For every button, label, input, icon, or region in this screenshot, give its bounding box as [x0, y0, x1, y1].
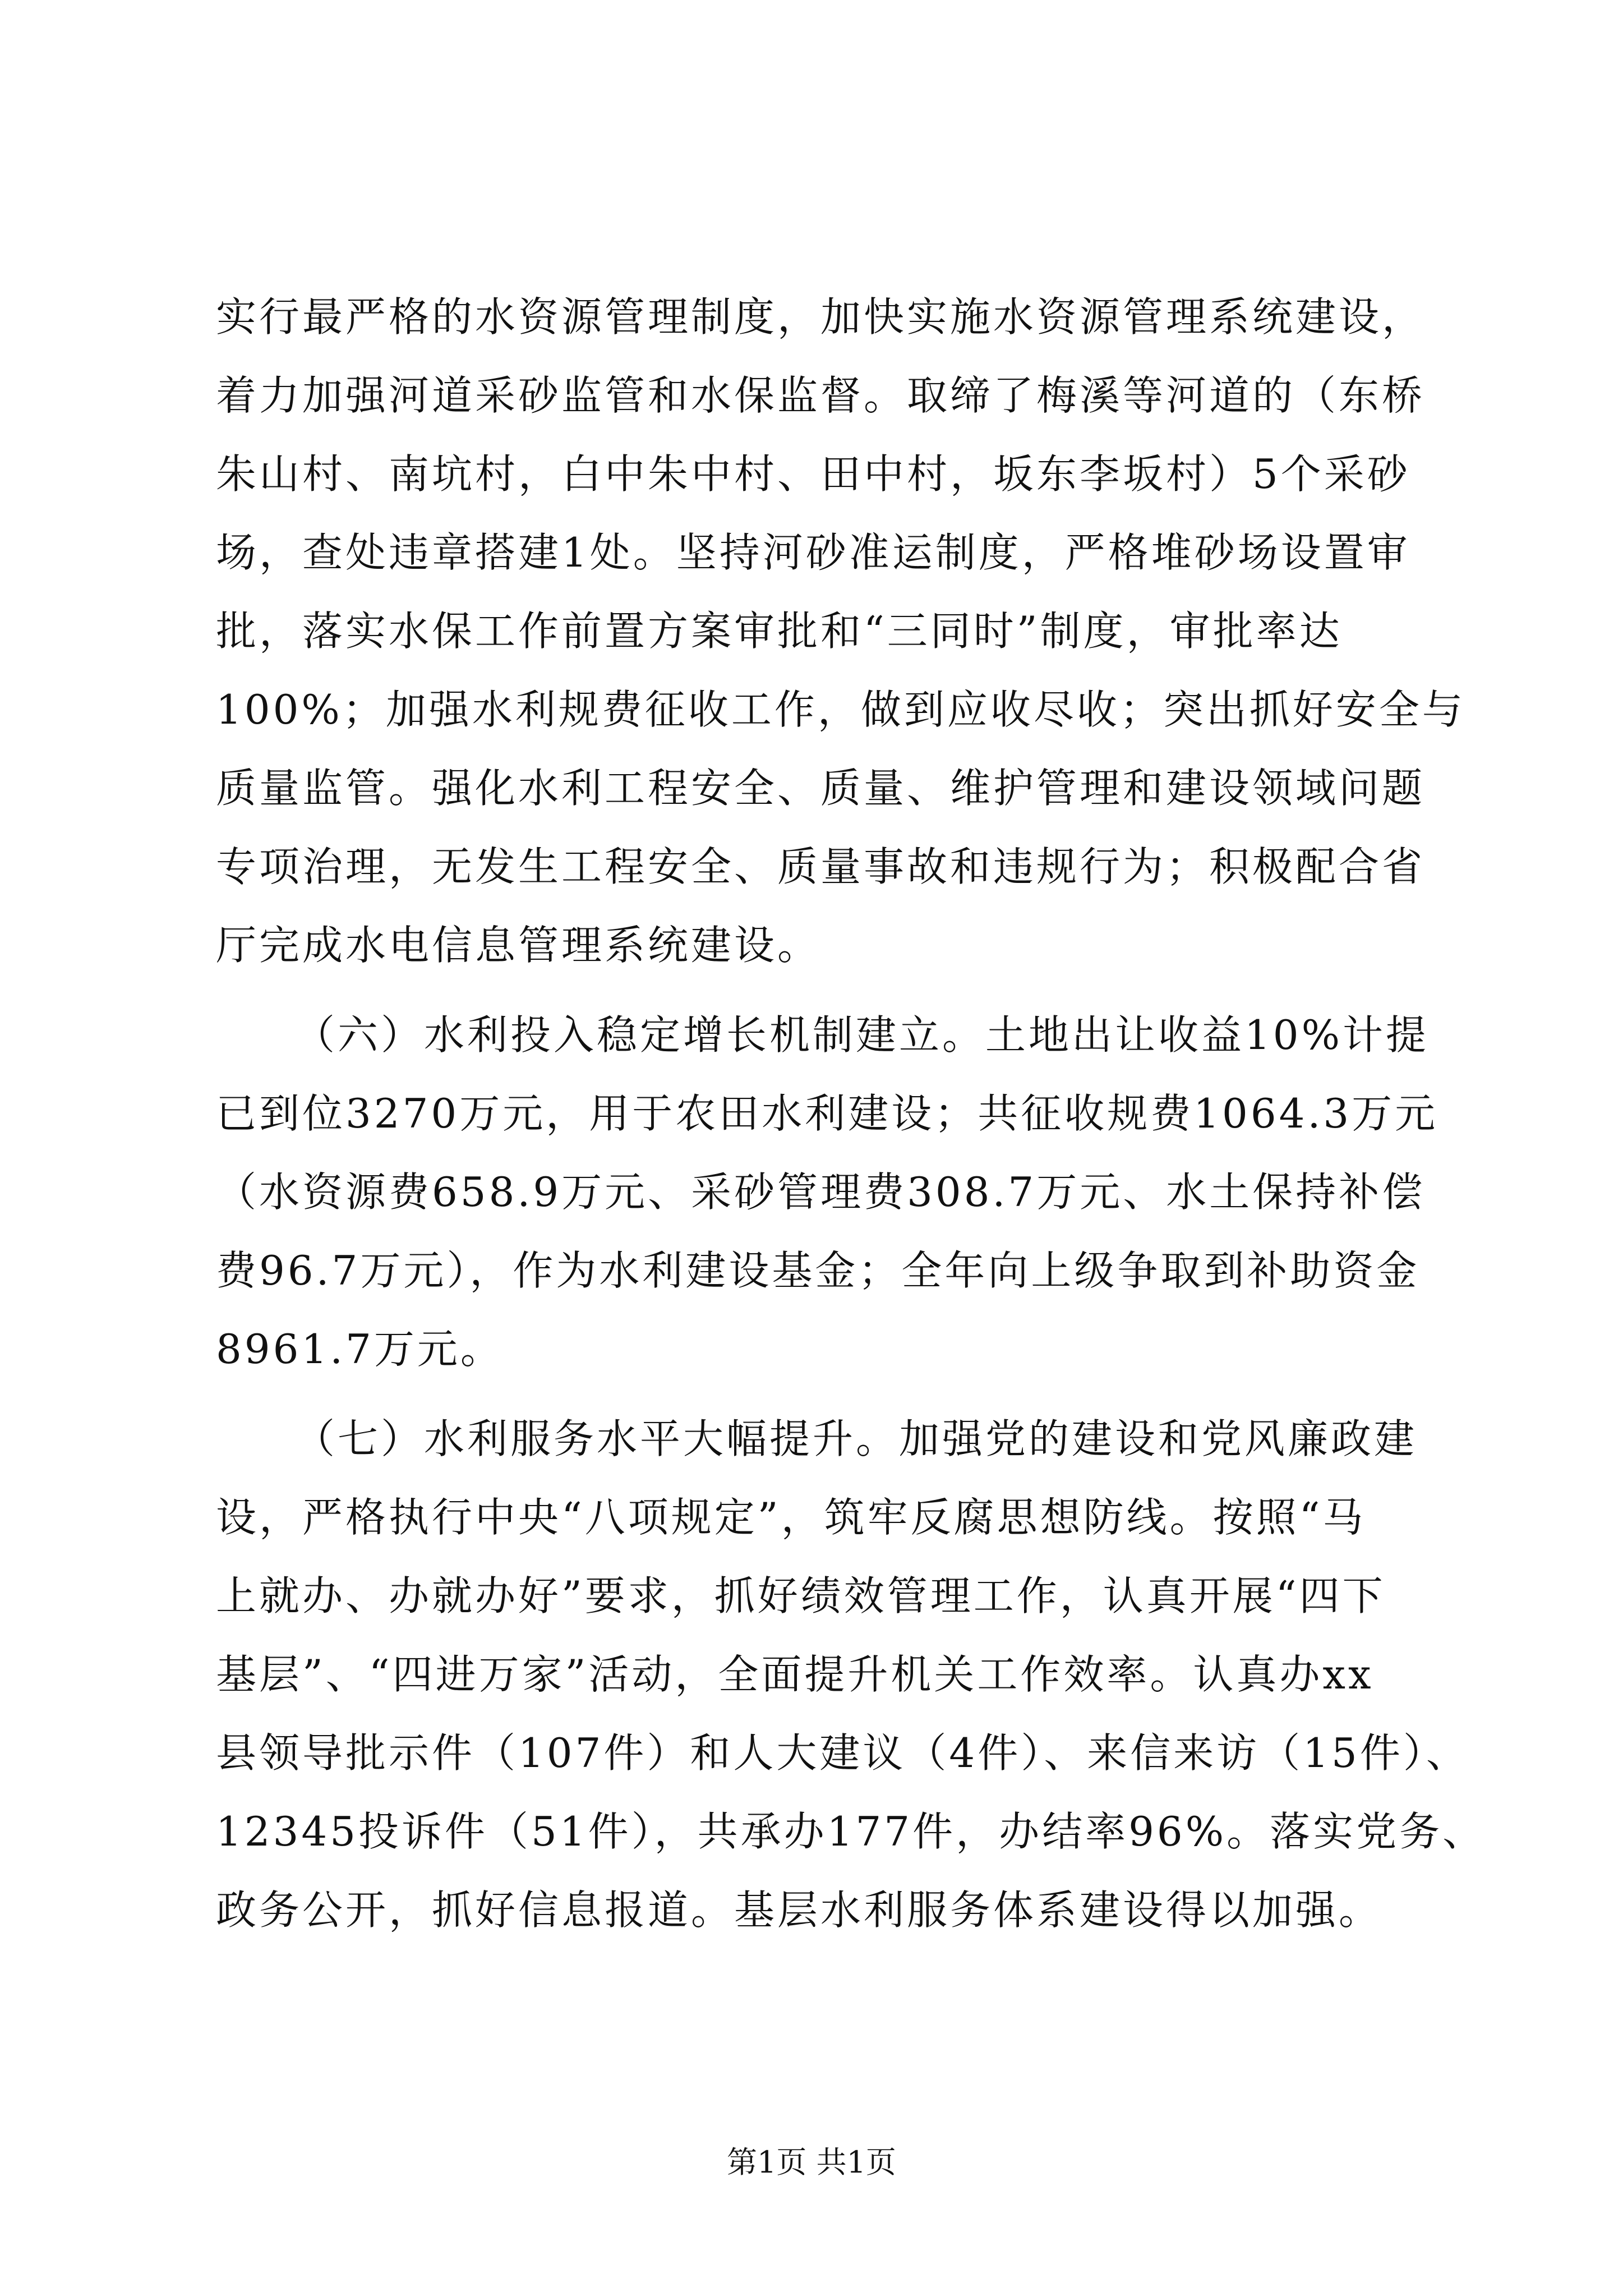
- text-line: 100%；加强水利规费征收工作，做到应收尽收；突出抓好安全与: [216, 686, 1465, 733]
- text-line: （七）水利服务水平大幅提升。加强党的建设和党风廉政建: [294, 1415, 1418, 1462]
- text-line: 上就办、办就办好”要求，抓好绩效管理工作，认真开展“四下: [216, 1572, 1386, 1619]
- text-line: 政务公开，抓好信息报道。基层水利服务体系建设得以加强。: [216, 1887, 1382, 1934]
- text-line: 质量监管。强化水利工程安全、质量、维护管理和建设领域问题: [216, 765, 1426, 812]
- text-line: 实行最严格的水资源管理制度，加快实施水资源管理系统建设，: [216, 293, 1426, 341]
- text-line: （六）水利投入稳定增长机制建立。土地出让收益10%计提: [294, 1011, 1430, 1059]
- text-line: 基层”、“四进万家”活动，全面提升机关工作效率。认真办xx: [216, 1651, 1374, 1698]
- text-line: 县领导批示件（107件）和人大建议（4件）、来信来访（15件）、: [216, 1729, 1469, 1777]
- text-line: 朱山村、南坑村，白中朱中村、田中村，坂东李坂村）5个采砂: [216, 450, 1410, 498]
- text-line: 已到位3270万元，用于农田水利建设；共征收规费1064.3万元: [216, 1090, 1438, 1137]
- text-line: 着力加强河道采砂监管和水保监督。取缔了梅溪等河道的（东桥: [216, 372, 1426, 419]
- text-line: （水资源费658.9万元、采砂管理费308.7万元、水土保持补偿: [216, 1168, 1426, 1216]
- text-line: 8961.7万元。: [216, 1326, 504, 1373]
- text-line: 12345投诉件（51件），共承办177件，办结率96%。落实党务、: [216, 1808, 1486, 1855]
- text-line: 专项治理，无发生工程安全、质量事故和违规行为；积极配合省: [216, 843, 1426, 890]
- text-line: 费96.7万元），作为水利建设基金；全年向上级争取到补助资金: [216, 1247, 1420, 1294]
- text-line: 设，严格执行中央“八项规定”，筑牢反腐思想防线。按照“马: [216, 1494, 1366, 1541]
- text-line: 场，查处违章搭建1处。坚持河砂准运制度，严格堆砂场设置审: [216, 529, 1410, 576]
- text-line: 厅完成水电信息管理系统建设。: [216, 922, 821, 969]
- text-line: 批，落实水保工作前置方案审批和“三同时”制度，审批率达: [216, 608, 1343, 655]
- page-footer: 第1页 共1页: [727, 2145, 896, 2180]
